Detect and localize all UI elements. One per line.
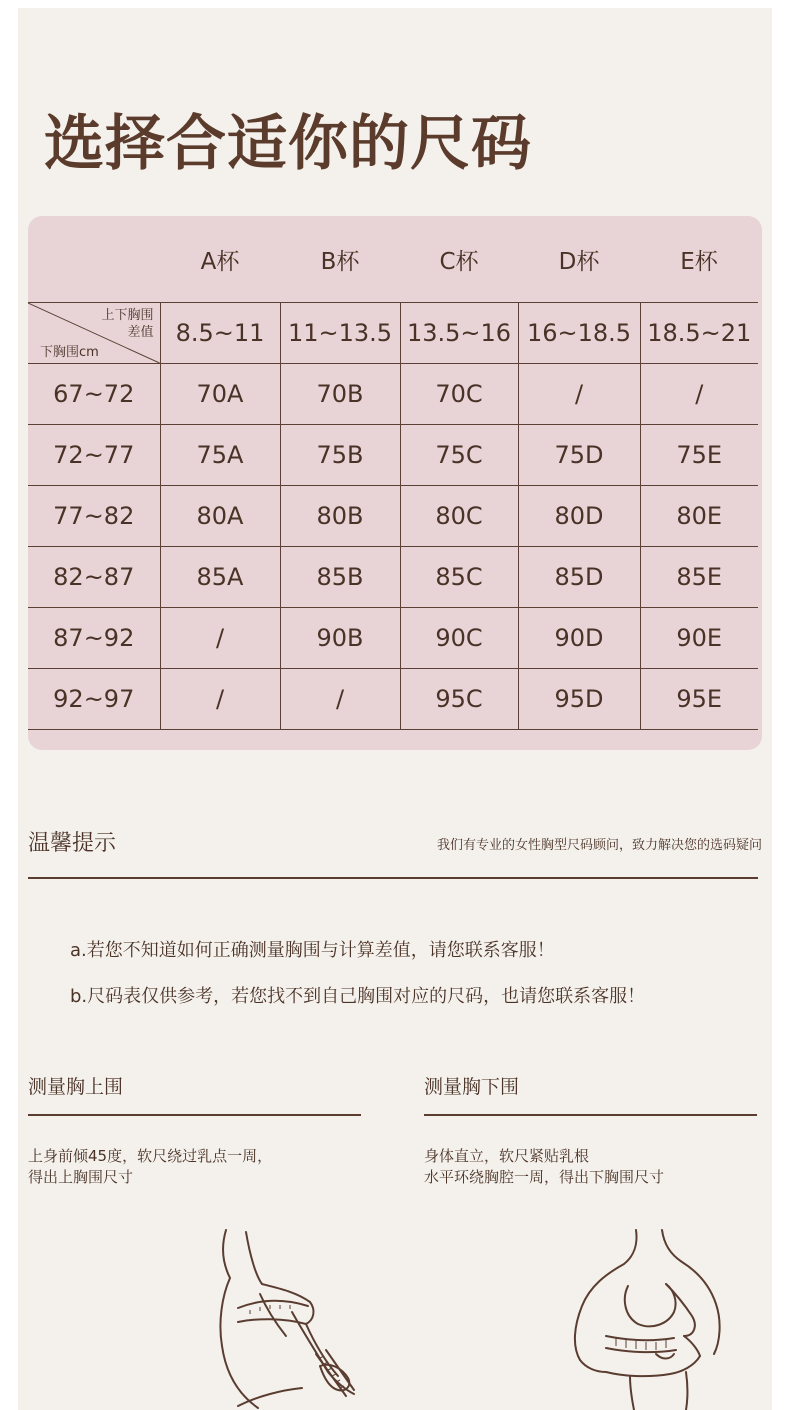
size-table-card (28, 216, 762, 750)
corner-cell (28, 303, 160, 364)
size-cell: 75E (640, 425, 758, 486)
size-cell: 90B (280, 608, 400, 669)
band-cell: 67~72 (28, 364, 160, 425)
cup-header-c: C杯 (439, 248, 479, 275)
tips-title: 温馨提示 (28, 831, 117, 856)
difference-cell: 8.5~11 (160, 303, 280, 364)
measure-lower-divider (424, 1114, 757, 1116)
size-cell: 80E (640, 486, 758, 547)
size-cell: 75C (400, 425, 518, 486)
size-cell: 80C (400, 486, 518, 547)
band-cell: 77~82 (28, 486, 160, 547)
difference-row (28, 303, 758, 364)
size-cell: 90E (640, 608, 758, 669)
size-cell: / (160, 608, 280, 669)
band-cell: 72~77 (28, 425, 160, 486)
difference-cell: 13.5~16 (400, 303, 518, 364)
cup-header-e: E杯 (680, 248, 718, 275)
difference-cell: 16~18.5 (518, 303, 640, 364)
size-cell: / (160, 669, 280, 730)
difference-cell: 11~13.5 (280, 303, 400, 364)
band-cell: 82~87 (28, 547, 160, 608)
size-cell: 90D (518, 608, 640, 669)
size-cell: 75A (160, 425, 280, 486)
size-cell: 80A (160, 486, 280, 547)
size-row (28, 364, 758, 425)
band-cell: 87~92 (28, 608, 160, 669)
size-cell: 95D (518, 669, 640, 730)
size-cell: 75B (280, 425, 400, 486)
size-table (28, 216, 758, 730)
size-row (28, 669, 758, 730)
size-cell: / (640, 364, 758, 425)
tips-note: 我们有专业的女性胸型尺码顾问，致力解决您的选码疑问 (436, 838, 762, 853)
measure-lower-desc: 身体直立，软尺紧贴乳根 水平环绕胸腔一周，得出下胸围尺寸 (424, 1147, 665, 1186)
band-cell: 92~97 (28, 669, 160, 730)
size-cell: / (518, 364, 640, 425)
size-cell: 85E (640, 547, 758, 608)
size-row (28, 486, 758, 547)
size-cell: 85A (160, 547, 280, 608)
size-row (28, 547, 758, 608)
difference-cell: 18.5~21 (640, 303, 758, 364)
size-cell: 70B (280, 364, 400, 425)
measure-lower-title: 测量胸下围 (424, 1076, 520, 1098)
cup-header-b: B杯 (320, 248, 360, 275)
size-cell: 85D (518, 547, 640, 608)
measure-upper-title: 测量胸上围 (28, 1076, 124, 1098)
lower-bust-illustration (566, 1226, 736, 1410)
corner-band-label: 下胸围cm (40, 345, 99, 360)
size-guide-page (18, 8, 772, 1410)
size-cell: 80B (280, 486, 400, 547)
size-cell: 70A (160, 364, 280, 425)
size-cell: 75D (518, 425, 640, 486)
measure-upper-desc: 上身前倾45度，软尺绕过乳点一周， 得出上胸围尺寸 (28, 1147, 273, 1186)
size-cell: 85C (400, 547, 518, 608)
size-cell: / (280, 669, 400, 730)
size-row (28, 608, 758, 669)
size-cell: 95C (400, 669, 518, 730)
tip-item: a.若您不知道如何正确测量胸围与计算差值，请您联系客服！ (70, 940, 555, 961)
tip-item: b.尺码表仅供参考，若您找不到自己胸围对应的尺码，也请您联系客服！ (70, 986, 646, 1007)
cup-header-d: D杯 (558, 248, 600, 275)
tips-divider (28, 877, 758, 879)
header-empty-cell (28, 216, 160, 303)
size-cell: 90C (400, 608, 518, 669)
measure-upper-divider (28, 1114, 361, 1116)
size-cell: 95E (640, 669, 758, 730)
size-row (28, 425, 758, 486)
cup-header-row (28, 216, 758, 303)
size-cell: 85B (280, 547, 400, 608)
corner-diff-label: 上下胸围 差值 (101, 308, 154, 340)
size-cell: 80D (518, 486, 640, 547)
upper-bust-illustration (198, 1226, 368, 1410)
size-cell: 70C (400, 364, 518, 425)
page-title: 选择合适你的尺码 (44, 109, 532, 179)
cup-header-a: A杯 (200, 248, 240, 275)
